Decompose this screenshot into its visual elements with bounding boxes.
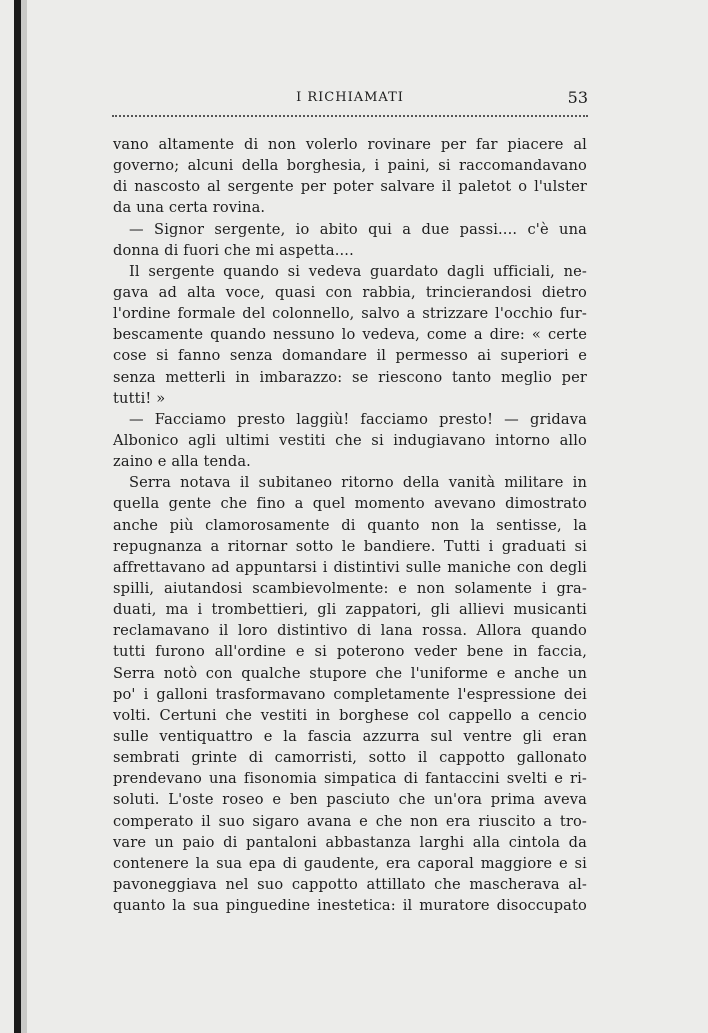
text-line: sembrati grinte di camorristi, sotto il cappotto gallonato: [113, 749, 587, 767]
text-line: anche più clamorosamente di quanto non la sentisse, la: [113, 516, 587, 534]
text-line: repugnanza a ritornar sotto le bandiere. Tutti i graduati si: [113, 537, 587, 555]
text-line: pavoneggiava nel suo cappotto attillato che mascherava al-: [113, 875, 587, 893]
text-line: gava ad alta voce, quasi con rabbia, trincierandosi dietro: [113, 283, 587, 301]
text-line: cose si fanno senza domandare il permesso ai superiori e: [113, 347, 587, 365]
text-line: volti. Certuni che vestiti in borghese col cappello a cencio: [113, 706, 587, 724]
running-header: [112, 86, 588, 112]
binding-shadow: [21, 0, 27, 1033]
text-line: di nascosto al sergente per poter salvare il paletot o l'ulster: [113, 178, 587, 196]
body-text: [113, 134, 587, 916]
running-title: I RICHIAMATI: [296, 90, 404, 105]
text-line: vano altamente di non volerlo rovinare per far piacere al: [113, 136, 587, 153]
text-line: Albonico agli ultimi vestiti che si indugiavano intorno allo: [113, 431, 587, 449]
text-line: reclamavano il loro distintivo di lana rossa. Allora quando: [113, 622, 587, 640]
text-line: Il sergente quando si vedeva guardato dagli ufficiali, ne-: [129, 262, 587, 280]
text-line: senza metterli in imbarazzo: se riescono tanto meglio per: [113, 368, 587, 386]
text-line: vare un paio di pantaloni abbastanza larghi alla cintola da: [113, 833, 587, 851]
text-line: Serra notò con qualche stupore che l'uniforme e anche un: [113, 664, 587, 682]
text-line: Serra notava il subitaneo ritorno della vanità militare in: [129, 474, 587, 492]
text-line: quanto la sua pinguedine inestetica: il muratore disoccupato: [113, 897, 587, 915]
text-line: affrettavano ad appuntarsi i distintivi sulle maniche con degli: [113, 558, 587, 576]
text-line: — Facciamo presto laggiù! facciamo presto! — gridava: [129, 410, 587, 428]
page-number: 53: [567, 88, 588, 107]
text-line: po' i galloni trasformavano completamente l'espressione dei: [113, 685, 587, 703]
text-line: l'ordine formale del colonnello, salvo a strizzare l'occhio fur-: [113, 305, 587, 323]
text-line: duati, ma i trombettieri, gli zappatori, gli allievi musicanti: [113, 601, 587, 619]
text-line: zaino e alla tenda.: [113, 453, 251, 471]
text-line: governo; alcuni della borghesia, i paini, si raccomandavano: [113, 157, 587, 175]
page-binding-edge: [14, 0, 21, 1033]
text-line: donna di fuori che mi aspetta....: [113, 241, 354, 259]
text-line: — Signor sergente, io abito qui a due passi.... c'è una: [129, 220, 587, 238]
text-line: soluti. L'oste roseo e ben pasciuto che un'ora prima aveva: [113, 791, 587, 809]
text-line: da una certa rovina.: [113, 199, 266, 217]
text-line: quella gente che fino a quel momento avevano dimostrato: [113, 495, 587, 513]
header-rule: [112, 115, 588, 117]
text-line: spilli, aiutandosi scambievolmente: e non solamente i gra-: [113, 579, 587, 597]
text-line: comperato il suo sigaro avana e che non era riuscito a tro-: [113, 812, 587, 830]
text-line: bescamente quando nessuno lo vedeva, come a dire: « certe: [113, 326, 587, 344]
text-line: contenere la sua epa di gaudente, era caporal maggiore e si: [113, 854, 587, 872]
text-line: tutti! »: [113, 389, 166, 407]
text-line: sulle ventiquattro e la fascia azzurra sul ventre gli eran: [113, 727, 587, 745]
text-line: prendevano una fisonomia simpatica di fantaccini svelti e ri-: [113, 770, 587, 788]
text-line: tutti furono all'ordine e si poterono veder bene in faccia,: [113, 643, 587, 661]
